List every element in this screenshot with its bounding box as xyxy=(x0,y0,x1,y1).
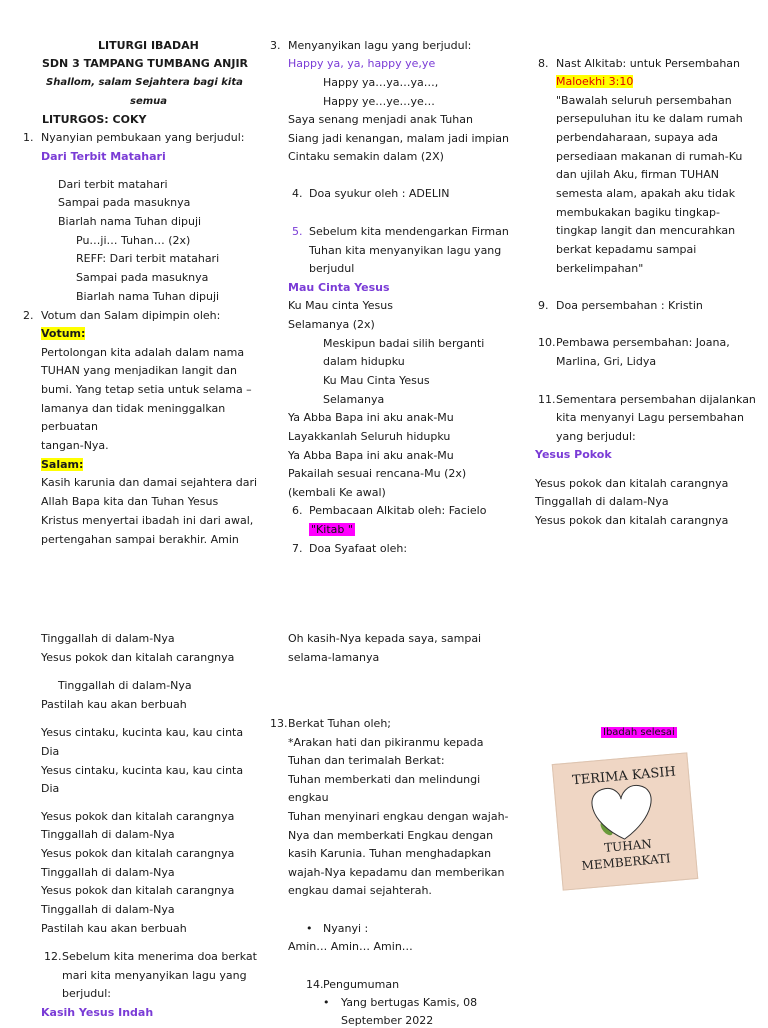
salam-label: Salam: xyxy=(41,458,84,471)
lyric-line: Tinggallah di dalam-Nya xyxy=(41,632,175,645)
item-text: Sebelum kita menerima doa berkat xyxy=(62,950,257,963)
lyric-line: Biarlah nama Tuhan dipuji xyxy=(76,290,220,303)
lyric-line: Pastilah kau akan berbuah xyxy=(41,698,187,711)
item-number: 4. xyxy=(292,187,303,200)
blessing-line: *Arakan hati dan pikiranmu kepada xyxy=(288,736,484,749)
song-title: Happy ya, ya, happy ye,ye xyxy=(288,57,436,70)
lyric-line: (kembali Ke awal) xyxy=(288,486,386,499)
blessing-line: Tuhan menyinari engkau dengan wajah- xyxy=(288,810,509,823)
item-number: 1. xyxy=(23,131,34,144)
blessing-line: Nya dan memberkati Engkau dengan xyxy=(288,829,494,842)
lyric-line: Selamanya xyxy=(323,393,385,406)
verse-reference: Maloekhi 3:10 xyxy=(556,75,634,88)
song-title: Kasih Yesus Indah xyxy=(41,1006,154,1019)
bullet: • xyxy=(323,996,330,1009)
blessing-line: Tuhan memberkati dan melindungi xyxy=(288,773,481,786)
blessing-line: engkau xyxy=(288,791,329,804)
lyric-line: dalam hidupku xyxy=(323,355,405,368)
lyric-line: Saya senang menjadi anak Tuhan xyxy=(288,113,473,126)
lyric-line: Dia xyxy=(41,745,60,758)
text-line: bumi. Yang tetap setia untuk selama – xyxy=(41,383,252,396)
lyric-line: Tinggallah di dalam-Nya xyxy=(41,903,175,916)
item-text: Sementara persembahan dijalankan xyxy=(556,393,756,406)
lyric-line: Sampai pada masuknya xyxy=(76,271,209,284)
item-text: September 2022 xyxy=(341,1014,434,1027)
lyric-line: Dari terbit matahari xyxy=(58,178,168,191)
lyric-line: Sampai pada masuknya xyxy=(58,196,191,209)
lyric-line: Biarlah nama Tuhan dipuji xyxy=(58,215,202,228)
text-line: pertengahan sampai berakhir. Amin xyxy=(41,533,239,546)
item-text: Nast Alkitab: untuk Persembahan xyxy=(556,57,741,70)
song-title: Yesus Pokok xyxy=(535,448,612,461)
verse-line: semesta alam, apakah aku tidak xyxy=(556,187,736,200)
verse-line: "Bawalah seluruh persembahan xyxy=(556,94,732,107)
item-number: 10. xyxy=(538,336,556,349)
lyric-line: Happy ya…ya…ya…, xyxy=(323,76,439,89)
card-text-tuhan: TUHAN xyxy=(603,836,653,855)
lyric-line: Cintaku semakin dalam (2X) xyxy=(288,150,444,163)
item-number: 5. xyxy=(292,225,303,238)
blessing-line: Tuhan dan terimalah Berkat: xyxy=(288,754,445,767)
lyric-line: REFF: Dari terbit matahari xyxy=(76,252,220,265)
verse-line: persepuluhan itu ke dalam rumah xyxy=(556,112,743,125)
text-line: lamanya dan tidak meninggalkan xyxy=(41,402,226,415)
text-line: tangan-Nya. xyxy=(41,439,109,452)
item-text: berjudul: xyxy=(62,987,112,1000)
text-line: Kristus menyertai ibadah ini dari awal, xyxy=(41,514,254,527)
school-name: SDN 3 TAMPANG TUMBANG ANJIR xyxy=(42,57,249,70)
lyric-line: Pu…ji… Tuhan… (2x) xyxy=(76,234,191,247)
lyric-line: Yesus pokok dan kitalah carangnya xyxy=(535,514,729,527)
lyric-line: Yesus cintaku, kucinta kau, kau cinta xyxy=(41,764,244,777)
item-text: Pembawa persembahan: Joana, xyxy=(556,336,730,349)
item-text: Doa persembahan : Kristin xyxy=(556,299,703,312)
lyric-line: Selamanya (2x) xyxy=(288,318,375,331)
verse-line: persediaan makanan di rumah-Ku xyxy=(556,150,743,163)
closing-label: Ibadah selesai xyxy=(603,727,675,738)
item-text: Pembacaan Alkitab oleh: Facielo xyxy=(309,504,487,517)
lyric-line: Yesus pokok dan kitalah carangnya xyxy=(535,477,729,490)
song-title: Dari Terbit Matahari xyxy=(41,150,166,163)
lyric-line: Ku Mau Cinta Yesus xyxy=(323,374,430,387)
lyric-line: Dia xyxy=(41,782,60,795)
item-number: 12. xyxy=(44,950,62,963)
lyric-line: Yesus cintaku, kucinta kau, kau cinta xyxy=(41,726,244,739)
item-text: Yang bertugas Kamis, 08 xyxy=(341,996,478,1009)
item-text: mari kita menyanyikan lagu yang xyxy=(62,969,247,982)
verse-line: membukakan bagiku tingkap- xyxy=(556,206,720,219)
blessing-line: wajah-Nya kepadamu dan memberikan xyxy=(288,866,505,879)
lyric-line: selama-lamanya xyxy=(288,651,380,664)
lyric-line: Pakailah sesuai rencana-Mu (2x) xyxy=(288,467,467,480)
text-line: Allah Bapa kita dan Tuhan Yesus xyxy=(41,495,219,508)
item-number: 11. xyxy=(538,393,556,406)
item-text: Sebelum kita mendengarkan Firman xyxy=(309,225,509,238)
item-number: 6. xyxy=(292,504,303,517)
lyric-line: Yesus pokok dan kitalah carangnya xyxy=(41,810,235,823)
verse-line: perbendaharaan, supaya ada xyxy=(556,131,719,144)
lyric-line: Tinggallah di dalam-Nya xyxy=(535,495,669,508)
item-text: berjudul xyxy=(309,262,355,275)
verse-line: berkat kepadamu sampai xyxy=(556,243,697,256)
item-number: 8. xyxy=(538,57,549,70)
item-text: kita menyanyi Lagu persembahan xyxy=(556,411,744,424)
greeting-line-2: semua xyxy=(130,96,168,107)
lyric-line: Happy ye…ye…ye… xyxy=(323,95,435,108)
lyric-line: Tinggallah di dalam-Nya xyxy=(41,828,175,841)
text-line: perbuatan xyxy=(41,420,98,433)
item-number: 2. xyxy=(23,309,34,322)
votum-label: Votum: xyxy=(41,327,86,340)
lyric-line: Ya Abba Bapa ini aku anak-Mu xyxy=(288,449,454,462)
text-line: Pertolongan kita adalah dalam nama xyxy=(41,346,245,359)
item-text: Nyanyian pembukaan yang berjudul: xyxy=(41,131,245,144)
thank-you-card-image xyxy=(552,752,699,890)
bullet: • xyxy=(306,922,313,935)
card-text-top: TERIMA KASIH xyxy=(571,764,677,789)
lyric-line: Yesus pokok dan kitalah carangnya xyxy=(41,847,235,860)
lyric-line: Meskipun badai silih berganti xyxy=(323,337,485,350)
item-number: 7. xyxy=(292,542,303,555)
lyric-line: Ya Abba Bapa ini aku anak-Mu xyxy=(288,411,454,424)
verse-line: tingkap langit dan mencurahkan xyxy=(556,224,736,237)
lyric-line: Amin… Amin… Amin… xyxy=(288,940,413,953)
lyric-line: Oh kasih-Nya kepada saya, sampai xyxy=(288,632,482,645)
card-text-memberkati: MEMBERKATI xyxy=(581,851,672,873)
item-number: 3. xyxy=(270,39,281,52)
item-text: Doa syukur oleh : ADELIN xyxy=(309,187,450,200)
lyric-line: Yesus pokok dan kitalah carangnya xyxy=(41,651,235,664)
item-text: Berkat Tuhan oleh; xyxy=(288,717,391,730)
text-line: TUHAN yang menjadikan langit dan xyxy=(41,364,237,377)
item-text: Menyanyikan lagu yang berjudul: xyxy=(288,39,472,52)
lyric-line: Pastilah kau akan berbuah xyxy=(41,922,187,935)
lyric-line: Tinggallah di dalam-Nya xyxy=(41,866,175,879)
item-number: 14. xyxy=(306,978,324,991)
item-number: 9. xyxy=(538,299,549,312)
lyric-line: Ku Mau cinta Yesus xyxy=(288,299,393,312)
item-text: Tuhan kita menyanyikan lagu yang xyxy=(309,244,502,257)
doc-title: LITURGI IBADAH xyxy=(98,39,199,52)
lyric-line: Tinggallah di dalam-Nya xyxy=(58,679,192,692)
song-title: Mau Cinta Yesus xyxy=(288,281,390,294)
liturgos: LITURGOS: COKY xyxy=(42,113,147,126)
text-line: Kasih karunia dan damai sejahtera dari xyxy=(41,476,258,489)
item-text: Votum dan Salam dipimpin oleh: xyxy=(41,309,221,322)
lyric-line: Yesus pokok dan kitalah carangnya xyxy=(41,884,235,897)
blessing-line: engkau damai sejahterah. xyxy=(288,884,432,897)
blessing-line: kasih Karunia. Tuhan menghadapkan xyxy=(288,847,492,860)
greeting-line-1: Shallom, salam Sejahtera bagi kita xyxy=(46,77,243,88)
item-text: yang berjudul: xyxy=(556,430,636,443)
lyric-line: Layakkanlah Seluruh hidupku xyxy=(288,430,451,443)
item-text: Nyanyi : xyxy=(323,922,369,935)
item-text: Doa Syafaat oleh: xyxy=(309,542,408,555)
item-text: Marlina, Gri, Lidya xyxy=(556,355,657,368)
verse-line: berkelimpahan" xyxy=(556,262,644,275)
item-number: 13. xyxy=(270,717,288,730)
verse-line: dan ujilah Aku, firman TUHAN xyxy=(556,168,720,181)
lyric-line: Siang jadi kenangan, malam jadi impian xyxy=(288,132,509,145)
kitab-highlight: "Kitab " xyxy=(311,523,353,536)
item-text: Pengumuman xyxy=(323,978,400,991)
